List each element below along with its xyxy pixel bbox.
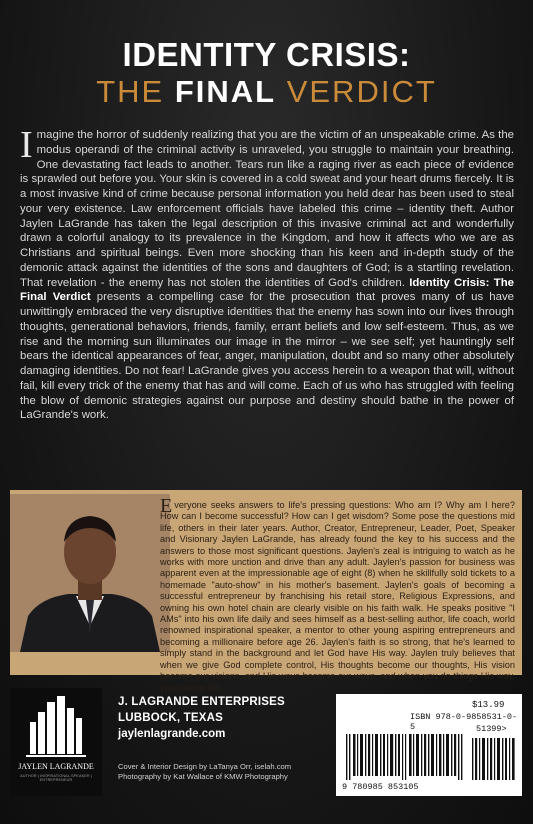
- barcode-box: [336, 694, 522, 796]
- photo-credit: Photography by Kat Wallace of KMW Photography: [118, 772, 288, 781]
- synopsis-text-after: presents a compelling case for the prosecution that proves many of us have unwittingly embraced the very disruptive identities that the enemy has sown into our lives through thoughts, generational behaviors, friends, family, errant beliefs and low self-esteem. Thus, as we rise and the morning sun illuminates our image in the mirror – we see self; yet hauntingly self bears the identical appearances of fear, anger, manipulation, doubt and so many other absolutely damaging identities. Do not fear! LaGrande gives you access herein to a weapon that will, without fail, kill every trick of the enemy that has and will come. Each of us who has struggled with feeling the blow of demonic strategies against our purpose and destiny should bathe in the power of LaGrande's work.: [20, 291, 514, 422]
- publisher-info: [118, 694, 318, 742]
- author-bio-panel: [10, 490, 522, 693]
- synopsis-dropcap: I: [20, 124, 33, 166]
- bio-dropcap: E: [160, 495, 173, 517]
- publisher-name: J. LAGRANDE ENTERPRISES: [118, 696, 285, 708]
- synopsis: [20, 124, 514, 423]
- title-line-2-pre: THE: [96, 74, 175, 109]
- publisher-city: LUBBOCK, TEXAS: [118, 712, 224, 724]
- price-addon-code: 51399>: [476, 724, 507, 734]
- author-logo: [10, 688, 102, 796]
- author-bio-text: [160, 495, 515, 694]
- author-portrait-icon: [10, 494, 173, 652]
- author-photo: [10, 494, 173, 652]
- synopsis-book-title: Identity Crisis: The Final Verdict: [20, 276, 514, 304]
- ean-barcode-icon: [346, 734, 470, 780]
- logo-name: JAYLEN LAGRANDE: [18, 762, 94, 771]
- title-line-2-post: VERDICT: [276, 74, 437, 109]
- addon-barcode-icon: [472, 734, 516, 780]
- synopsis-text-before: magine the horror of suddenly realizing that you are the victim of an unspeakable crime. As the modus operandi of the criminal activity is unraveled, you struggle to maintain your breathing. One devastating fact leads to another. Tears run like a raging river as each piece of evidence is sprawled out before you. Your skin is covered in a cold sweat and your heart drums fiercely. It is a most invasive kind of crime because personal information you held dear has been used to steal your very existence. Law enforcement officials have labeled this crime – identity theft. Author Jaylen LaGrande has taken the legal description of this invasive criminal act and wonderfully drawn a colorful analogy to its prevalence in the Kingdom, and how it affects who we are as Christians and spiritual beings. Even more shocking than his keen and in-depth study of the demonic attack against the identities of the sons and daughters of God; is a startling revelation. That revelation - the enemy has not stolen the identities of God's children.: [20, 129, 514, 289]
- credits: [118, 762, 348, 782]
- logo-tagline: AUTHOR | INSPIRATIONAL SPEAKER | ENTREPRENEUR: [20, 774, 92, 782]
- title-line-2-final: FINAL: [174, 74, 277, 109]
- publisher-website[interactable]: jaylenlagrande.com: [118, 728, 226, 740]
- title-line-1: IDENTITY CRISIS:: [122, 36, 411, 73]
- ean-number: 9 780985 853105: [342, 782, 419, 792]
- skyline-logo-icon: [10, 688, 102, 762]
- bio-body: veryone seeks answers to life's pressing questions: Who am I? Why am I here? How can I become successful? How can I get wisdom? Some pose the questions mid life, others in their later years. Author, Creator, Entrepreneur, Leader, Poet, Speaker and Visionary Jaylen LaGrande, has already found the key to his success and the answers to those most significant questions. Jaylen's zeal is intriguing to watch as he works with more unction and drive than any adult. Jaylen's passion for business was apparent even at the impressionable age of eight (8) when he skillfully sold tickets to a homemade "auto-show" in his mother's basement. Jaylen's goals of becoming a successful entrepreneur by franchising his retail store, Religious Expressions, and owning his own hotel chain are clearly visible on his faith walk. He speaks positive "I AMs" into his own life daily and sees himself as a best-selling author, life coach, world renowned inspirational speaker, a mentor to other young aspiring entrepreneurs and becoming a millionaire before age 26. Jaylen's faith is so strong, that he's learned to simply stand in the background and let God have His way. Jaylen truly believes that when we give God complete control, His thoughts become our thoughts, His vision become our visions, and His ways become our ways, and when you do things His way, you cannot fail.: [160, 500, 515, 693]
- isbn: ISBN 978-0-9858531-0-5: [410, 712, 518, 732]
- title-line-2: [0, 74, 533, 110]
- design-credit: Cover & Interior Design by LaTanya Orr, iselah.com: [118, 762, 292, 771]
- price: $13.99: [472, 700, 505, 710]
